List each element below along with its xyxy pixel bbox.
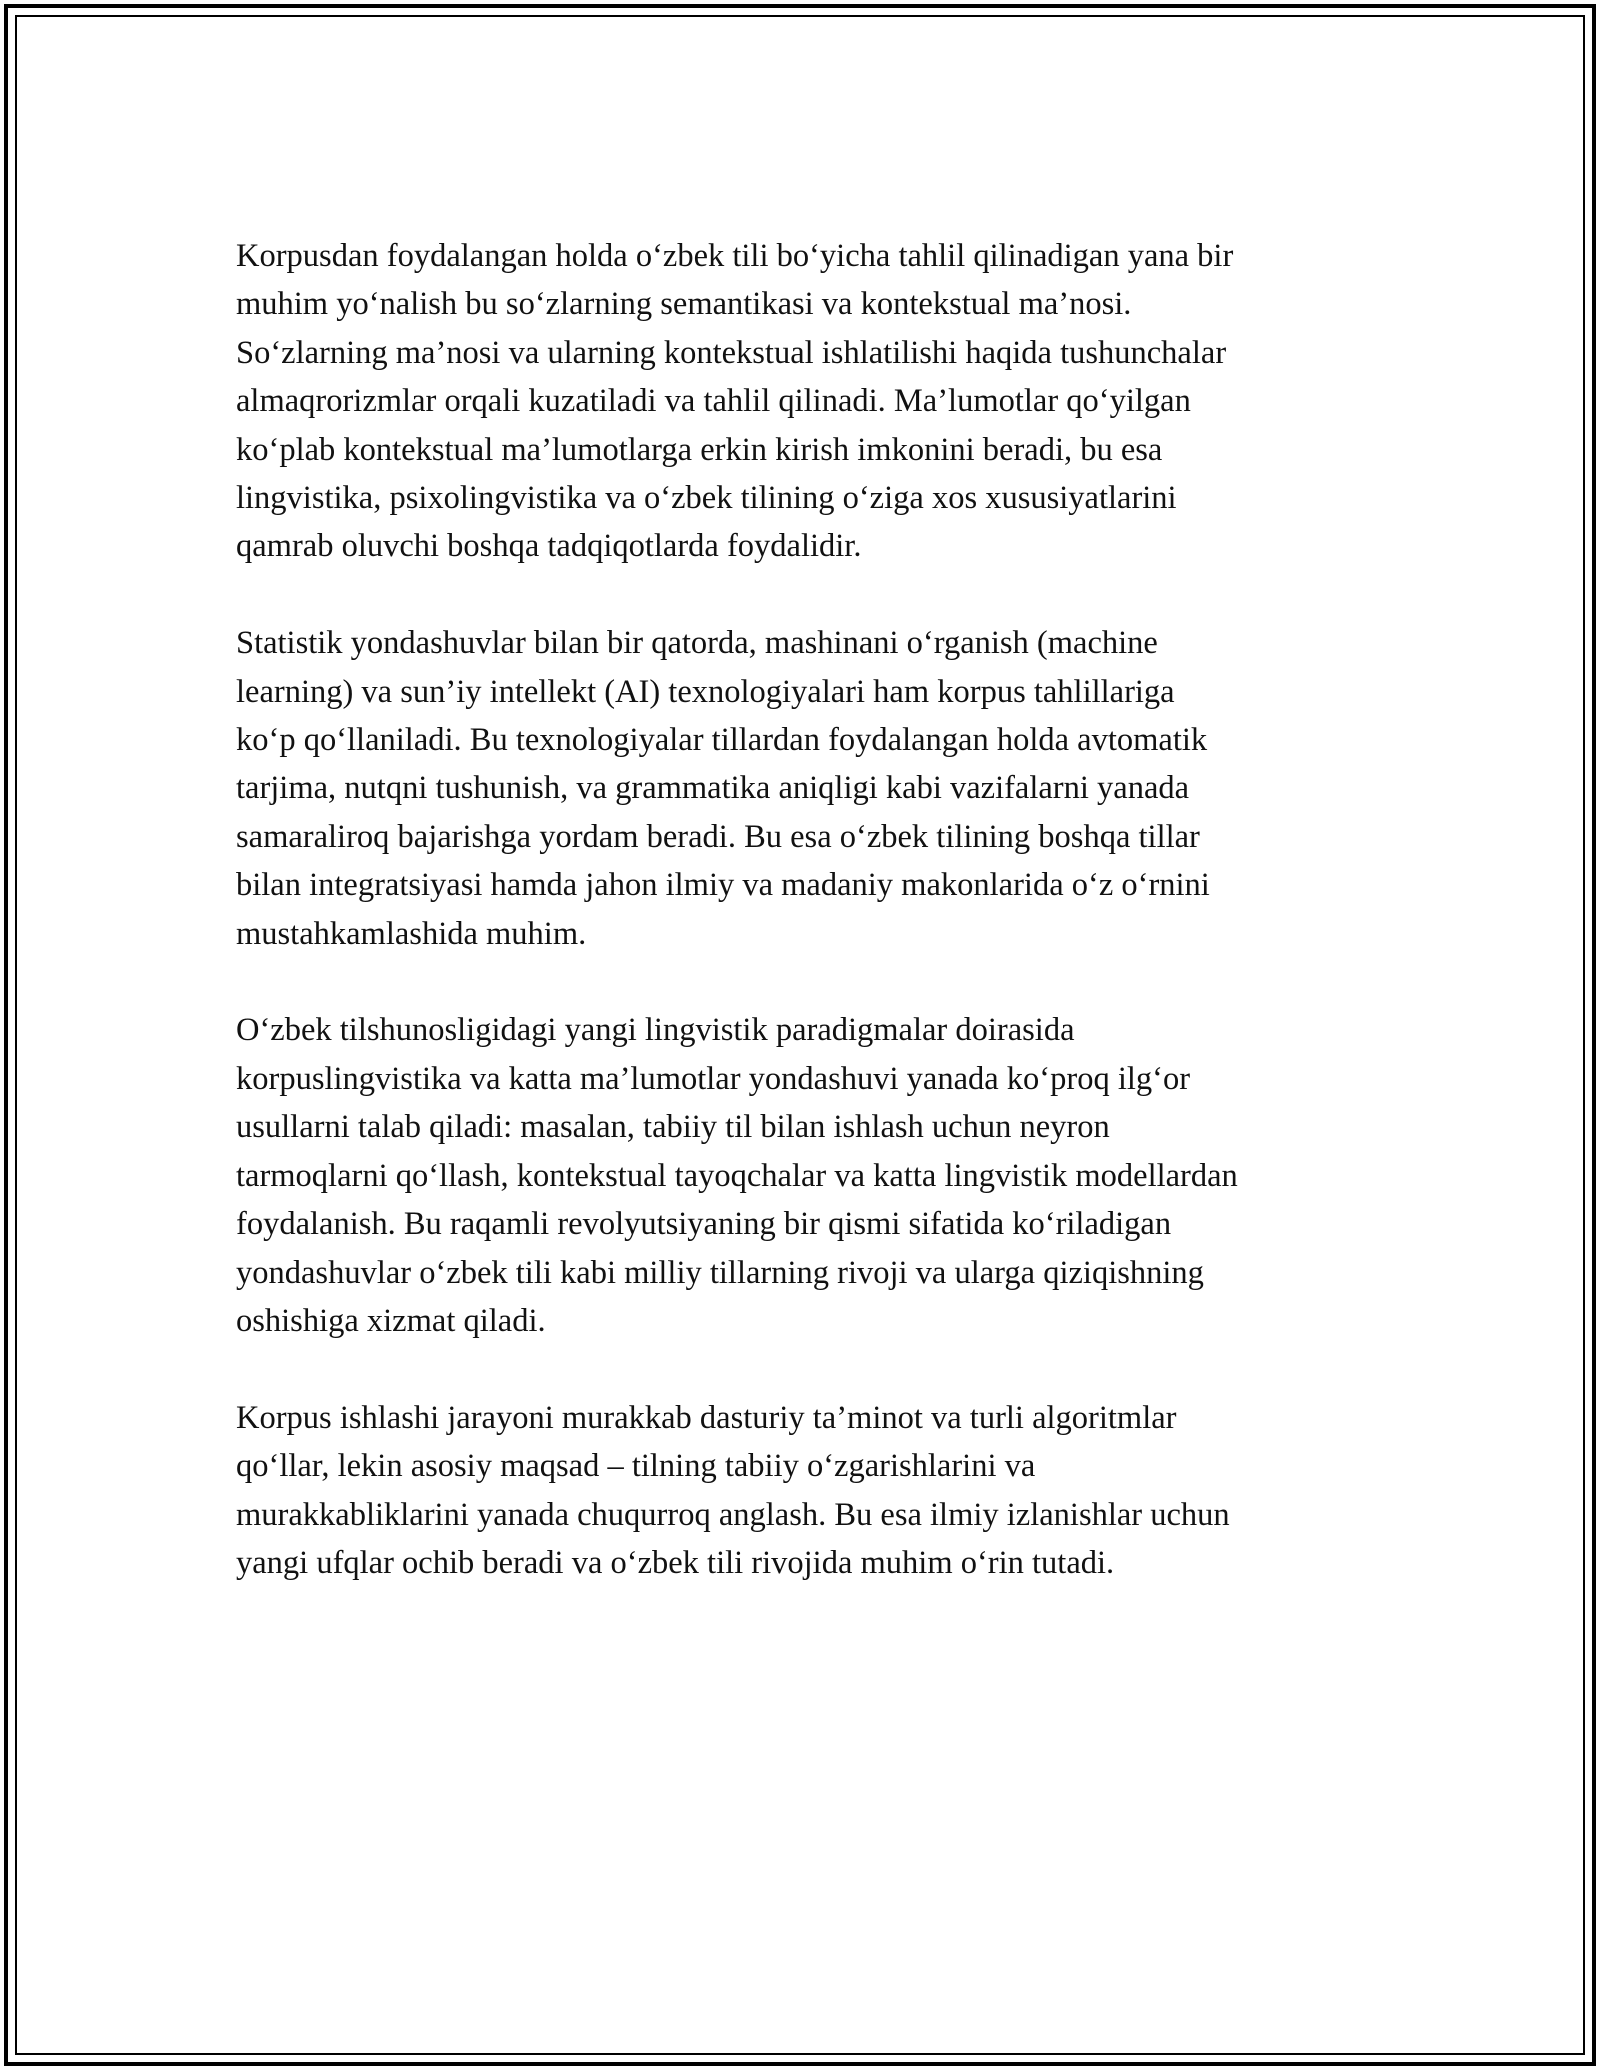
paragraph-line: foydalanish. Bu raqamli revolyutsiyaning bir qismi sifatida ko‘riladigan (236, 1206, 1172, 1243)
paragraph-line: Korpus ishlashi jarayoni murakkab dasturiy ta’minot va turli algoritmlar (236, 1399, 1177, 1436)
paragraph-1 (236, 232, 1366, 571)
paragraph-line: almaqrorizmlar orqali kuzatiladi va tahlil qilinadi. Ma’lumotlar qo‘yilgan (236, 383, 1191, 420)
paragraph-line: tarjima, nutqni tushunish, va grammatika aniqligi kabi vazifalarni yanada (236, 770, 1190, 807)
paragraph-line: qamrab oluvchi boshqa tadqiqotlarda foydalidir. (236, 528, 862, 565)
paragraph-line: usullarni talab qiladi: masalan, tabiiy til bilan ishlash uchun neyron (236, 1109, 1110, 1146)
paragraph-line: O‘zbek tilshunosligidagi yangi lingvistik paradigmalar doirasida (236, 1012, 1075, 1049)
paragraph-2 (236, 619, 1366, 958)
paragraph-3 (236, 1006, 1366, 1345)
paragraph-line: ko‘p qo‘llaniladi. Bu texnologiyalar tillardan foydalangan holda avtomatik (236, 722, 1208, 759)
paragraph-line: ko‘plab kontekstual ma’lumotlarga erkin kirish imkonini beradi, bu esa (236, 431, 1163, 468)
paragraph-line: murakkabliklarini yanada chuqurroq anglash. Bu esa ilmiy izlanishlar uchun (236, 1496, 1230, 1533)
paragraph-line: mustahkamlashida muhim. (236, 915, 587, 952)
paragraph-line: samaraliroq bajarishga yordam beradi. Bu esa o‘zbek tilining boshqa tillar (236, 818, 1200, 855)
paragraph-line: learning) va sun’iy intellekt (AI) texnologiyalari ham korpus tahlillariga (236, 673, 1175, 710)
paragraph-line: korpuslingvistika va katta ma’lumotlar yondashuvi yanada ko‘proq ilg‘or (236, 1060, 1191, 1097)
paragraph-line: tarmoqlarni qo‘llash, kontekstual tayoqchalar va katta lingvistik modellardan (236, 1157, 1238, 1194)
paragraph-line: bilan integratsiyasi hamda jahon ilmiy va madaniy makonlarida o‘z o‘rnini (236, 867, 1210, 904)
document-body (236, 232, 1366, 1636)
paragraph-line: Korpusdan foydalangan holda o‘zbek tili bo‘yicha tahlil qilinadigan yana bir (236, 238, 1234, 274)
paragraph-line: oshishiga xizmat qiladi. (236, 1302, 546, 1339)
paragraph-line: Statistik yondashuvlar bilan bir qatorda, mashinani o‘rganish (machine (236, 625, 1158, 662)
paragraph-line: qo‘llar, lekin asosiy maqsad – tilning tabiiy o‘zgarishlarini va (236, 1448, 1036, 1485)
paragraph-line: So‘zlarning ma’nosi va ularning kontekstual ishlatilishi haqida tushunchalar (236, 334, 1227, 371)
paragraph-4 (236, 1394, 1366, 1588)
paragraph-line: lingvistika, psixolingvistika va o‘zbek tilining o‘ziga xos xususiyatlarini (236, 480, 1177, 517)
paragraph-line: muhim yo‘nalish bu so‘zlarning semantikasi va kontekstual ma’nosi. (236, 286, 1132, 323)
paragraph-line: yangi ufqlar ochib beradi va o‘zbek tili rivojida muhim o‘rin tutadi. (236, 1544, 1115, 1581)
paragraph-line: yondashuvlar o‘zbek tili kabi milliy tillarning rivoji va ularga qiziqishning (236, 1254, 1204, 1291)
